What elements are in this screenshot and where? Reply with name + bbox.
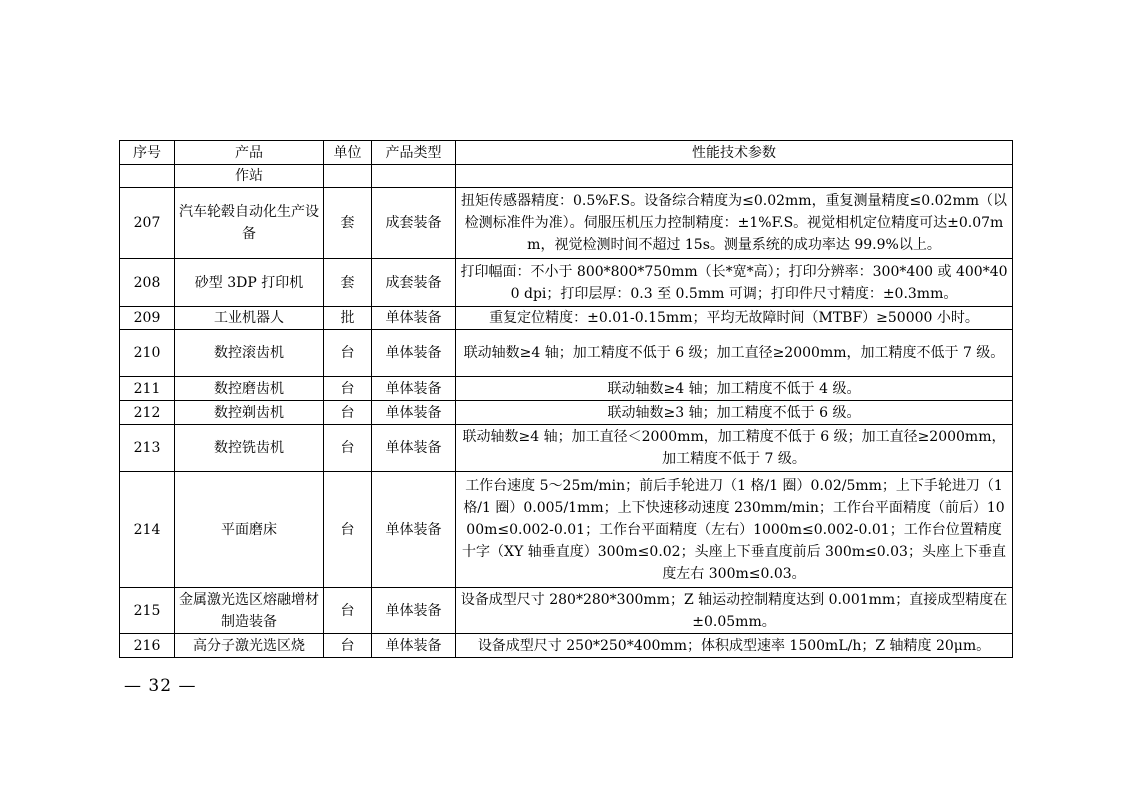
cell-no: 210	[120, 330, 175, 377]
header-unit: 单位	[324, 141, 372, 165]
cell-type: 单体装备	[372, 330, 456, 377]
table-header-row	[120, 141, 1013, 165]
table-row	[120, 259, 1013, 307]
cell-no: 212	[120, 401, 175, 425]
header-product: 产品	[175, 141, 324, 165]
cell-params: 设备成型尺寸 280*280*300mm；Z 轴运动控制精度达到 0.001mm；直接成型精度在±0.05mm。	[456, 588, 1013, 634]
table-row	[120, 377, 1013, 401]
cell-params: 联动轴数≥4 轴；加工精度不低于 6 级；加工直径≥2000mm，加工精度不低于 7 级。	[456, 330, 1013, 377]
cell-no: 213	[120, 425, 175, 472]
cell-unit: 台	[324, 634, 372, 658]
cell-no: 215	[120, 588, 175, 634]
table-row	[120, 165, 1013, 188]
cell-unit: 台	[324, 588, 372, 634]
cell-product: 工业机器人	[175, 307, 324, 330]
cell-product: 高分子激光选区烧	[175, 634, 324, 658]
cell-product: 数控磨齿机	[175, 377, 324, 401]
cell-type: 成套装备	[372, 188, 456, 259]
cell-no: 209	[120, 307, 175, 330]
cell-no: 216	[120, 634, 175, 658]
cell-no: 207	[120, 188, 175, 259]
cell-type: 单体装备	[372, 588, 456, 634]
cell-params: 联动轴数≥3 轴；加工精度不低于 6 级。	[456, 401, 1013, 425]
cell-unit: 套	[324, 188, 372, 259]
cell-unit: 套	[324, 259, 372, 307]
cell-unit: 台	[324, 425, 372, 472]
cell-product: 平面磨床	[175, 472, 324, 588]
cell-params: 打印幅面：不小于 800*800*750mm（长*宽*高）；打印分辨率：300*400 或 400*400 dpi；打印层厚：0.3 至 0.5mm 可调；打印件尺寸精度：±0.3mm。	[456, 259, 1013, 307]
page-number: — 32 —	[124, 676, 197, 696]
cell-unit: 批	[324, 307, 372, 330]
cell-no: 211	[120, 377, 175, 401]
cell-no: 214	[120, 472, 175, 588]
cell-params: 联动轴数≥4 轴；加工精度不低于 4 级。	[456, 377, 1013, 401]
table-row	[120, 472, 1013, 588]
cell-unit: 台	[324, 472, 372, 588]
table-row	[120, 588, 1013, 634]
cell-params: 工作台速度 5～25m/min；前后手轮进刀（1 格/1 圈）0.02/5mm；上下手轮进刀（1 格/1 圈）0.005/1mm；上下快速移动速度 230mm/min；工作台平面精度（前后）1000m≤0.002-0.01；工作台平面精度（左右）1000m≤0.002-0.01；工作台位置精度十字（XY 轴垂直度）300m≤0.02；头座上下垂直度前后 300m≤0.03；头座上下垂直度左右 300m≤0.03。	[456, 472, 1013, 588]
cell-type: 单体装备	[372, 472, 456, 588]
table-row	[120, 330, 1013, 377]
cell-type: 成套装备	[372, 259, 456, 307]
table-row	[120, 634, 1013, 658]
spec-table	[119, 140, 1013, 658]
cell-params: 重复定位精度：±0.01-0.15mm；平均无故障时间（MTBF）≥50000 小时。	[456, 307, 1013, 330]
cell-no	[120, 165, 175, 188]
cell-type	[372, 165, 456, 188]
cell-unit: 台	[324, 330, 372, 377]
cell-type: 单体装备	[372, 425, 456, 472]
table-row	[120, 425, 1013, 472]
header-params: 性能技术参数	[456, 141, 1013, 165]
cell-product: 砂型 3DP 打印机	[175, 259, 324, 307]
cell-type: 单体装备	[372, 634, 456, 658]
cell-params: 扭矩传感器精度：0.5%F.S。设备综合精度为≤0.02mm，重复测量精度≤0.02mm（以检测标准件为准）。伺服压机压力控制精度：±1%F.S。视觉相机定位精度可达±0.07mm，视觉检测时间不超过 15s。测量系统的成功率达 99.9%以上。	[456, 188, 1013, 259]
cell-product: 作站	[175, 165, 324, 188]
cell-params: 设备成型尺寸 250*250*400mm；体积成型速率 1500mL/h；Z 轴精度 20μm。	[456, 634, 1013, 658]
cell-type: 单体装备	[372, 307, 456, 330]
cell-unit	[324, 165, 372, 188]
cell-product: 数控剃齿机	[175, 401, 324, 425]
cell-params	[456, 165, 1013, 188]
cell-type: 单体装备	[372, 377, 456, 401]
table-row	[120, 307, 1013, 330]
cell-unit: 台	[324, 401, 372, 425]
cell-product: 数控铣齿机	[175, 425, 324, 472]
cell-type: 单体装备	[372, 401, 456, 425]
cell-product: 汽车轮毂自动化生产设备	[175, 188, 324, 259]
cell-params: 联动轴数≥4 轴；加工直径＜2000mm，加工精度不低于 6 级；加工直径≥2000mm，加工精度不低于 7 级。	[456, 425, 1013, 472]
table-row	[120, 401, 1013, 425]
cell-unit: 台	[324, 377, 372, 401]
cell-product: 金属激光选区熔融增材制造装备	[175, 588, 324, 634]
cell-no: 208	[120, 259, 175, 307]
header-no: 序号	[120, 141, 175, 165]
table-row	[120, 188, 1013, 259]
header-type: 产品类型	[372, 141, 456, 165]
cell-product: 数控滚齿机	[175, 330, 324, 377]
